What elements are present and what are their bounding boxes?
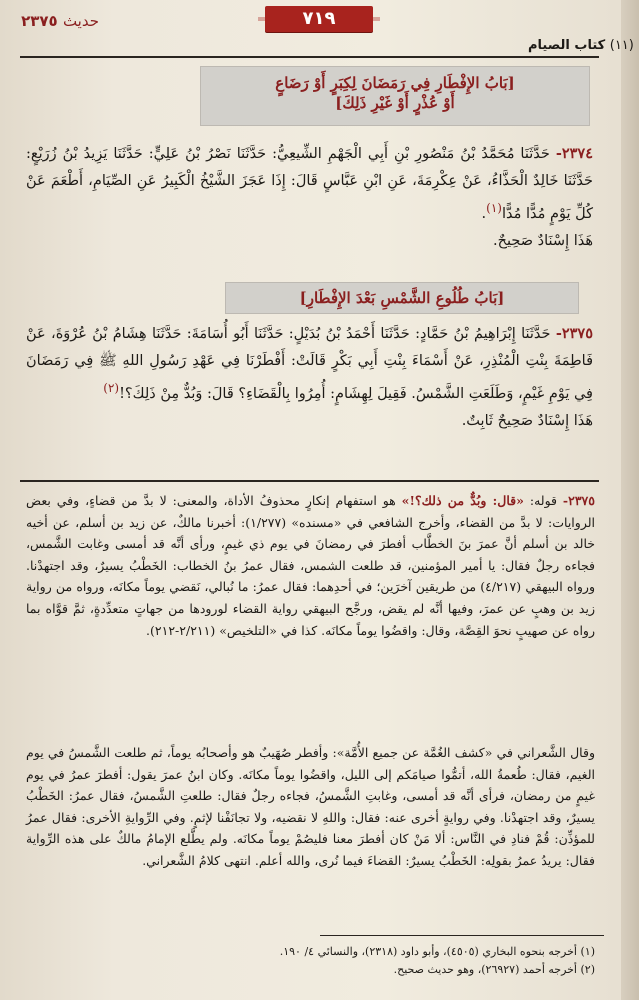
chapter-title: كتاب الصيام — [528, 38, 606, 53]
footnote-ref: (١) — [486, 201, 502, 215]
book-spine — [621, 0, 639, 1000]
commentary-paragraph-1 — [26, 490, 595, 641]
hadith-number: ٢٣٧٤- — [555, 145, 593, 162]
hadith-2374: ٢٣٧٤- حَدَّثَنَا مُحَمَّدُ بْنُ مَنْصُورِ بْنِ أَبِي الْجَهْمِ الشِّيعِيُّ: حَدَّثَنَا نَصْرُ بْنُ عَلِيٍّ: حَدَّثَنَا يَزِيدُ بْنُ زُرَيْعٍ: حَدَّثَنَا خَالِدٌ الْحَذَّاءُ، عَنْ عِكْرِمَةَ، عَنِ ابْنِ عَبَّاسٍ قَالَ: إِذَا عَجَزَ الشَّيْخُ الْكَبِيرُ عَنِ الصِّيَامِ، أَطْعَمَ عَنْ كُلِّ يَوْمٍ مُدًّا مُدًّا$^{(١)}$. هَذَا إِسْنَادٌ صَحِيحٌ. — [26, 140, 593, 255]
commentary-rule — [20, 480, 599, 482]
commentary-quote: «قال: وبُدٌّ من ذلك؟!» — [401, 493, 524, 508]
hadith-label: حديث — [62, 12, 99, 30]
hadith-text: حَدَّثَنَا إِبْرَاهِيمُ بْنُ حَمَّادٍ: حَدَّثَنَا أَحْمَدُ بْنُ بُدَيْلٍ: حَدَّثَنَا أَبُو أُسَامَةَ: حَدَّثَنَا هِشَامُ بْنُ عُرْوَةَ، عَنْ فَاطِمَةَ بِنْتِ الْمُنْذِرِ، عَنْ أَسْمَاءَ بِنْتِ أَبِي بَكْرٍ قَالَتْ: أَفْطَرْنَا فِي عَهْدِ رَسُولِ اللهِ ﷺ فِي رَمَضَانَ فِي يَوْمِ غَيْمٍ، وَطَلَعَتِ الشَّمْسُ. فَقِيلَ لِهِشَامٍ: أُمِرُوا بِالْقَضَاءِ؟ قَالَ: وَبُدٌّ مِنْ ذَلِكَ؟! — [26, 326, 593, 402]
page-number: ٧١٩ — [265, 6, 373, 32]
commentary-text: هو استفهام إنكارٍ محذوفُ الأداة، والمعنى: لا بدَّ من قضاءٍ، وفي بعض الروايات: لا بدَّ من القضاء، وأخرج الشافعي في «مسنده» (١/٢٧٧): أخبرنا مالكٌ، عن زيد بن أسلم، عن أخيه خالد بن أسلم أنَّ عمرَ بنَ الخطَّاب أفطرَ في رمضانَ في يوم ذي غيمٍ، ورأى أنَّه قد أمسى وغابت الشَّمس، فجاءه رجلٌ فقال: يا أمير المؤمنين، قد طلعت الشمس، فقال عمرُ بنُ الخطاب: الخَطْبُ يسيرٌ، وقد اجتهدْنا. ورواه البيهقي (٤/٢١٧) من طريقين آخرَين؛ في أحدِهما: فقال عمرُ: ما نُبالي، نَقضي يوماً مكانَه، ورواه من رواية زيد بن وهبٍ عن عمرَ، وفيها أنَّه لم يقض، ورجَّح البيهقي رواية القضاء لورودها من جهاتٍ متعدِّدةٍ، ثمَّ قوَّاه بما رواه عن صهيبٍ نحوَ القِصَّة، وقال: واقضُوا يوماً مكانَه. كذا في «التلخيص» (٢/٢١١-٢١٢). — [26, 493, 595, 638]
footnote-rule — [320, 935, 604, 936]
commentary-number: ٢٣٧٥- — [562, 493, 595, 508]
running-header-chapter — [528, 38, 634, 53]
commentary-paragraph-2 — [26, 742, 595, 872]
hadith-text: حَدَّثَنَا مُحَمَّدُ بْنُ مَنْصُورِ بْنِ أَبِي الْجَهْمِ الشِّيعِيُّ: حَدَّثَنَا نَصْرُ بْنُ عَلِيٍّ: حَدَّثَنَا يَزِيدُ بْنُ زُرَيْعٍ: حَدَّثَنَا خَالِدٌ الْحَذَّاءُ، عَنْ عِكْرِمَةَ، عَنِ ابْنِ عَبَّاسٍ قَالَ: إِذَا عَجَزَ الشَّيْخُ الْكَبِيرُ عَنِ الصِّيَامِ، أَطْعَمَ عَنْ كُلِّ يَوْمٍ مُدًّا مُدًّا — [26, 146, 593, 222]
commentary-text: وقال الشَّعراني في «كشف الغُمَّة عن جميع الأُمَّة»: وأفطر صُهَيبٌ هو وأصحابُه يوماً، ثم طلعت الشَّمسُ في يوم الغيم، فقال: طُعمةُ الله، أتمُّوا صيامَكم إلى الليل، واقضُوا يوماً مكانَه. وكان ابنُ عمرَ يقول: أفطرَ عمرُ في يوم غيمٍ من رمضان، فرأى أنَّه قد أمسى، وغابتِ الشَّمسُ، فجاءه رجلٌ فقال: طلعتِ الشَّمسُ، فقال عمرُ: الخَطْبُ يسيرٌ، وقد اجتهدْنا. وفي روايةٍ أخرى عنه: فقال: واللهِ لا نقضيه، ولا تجانَفْنا لإثمٍ. وفي الرِّوايةِ الأخرى: فقال عمرُ للمؤذِّن: قُمْ فنادِ في النَّاس: ألا مَنْ كان أفطرَ معنا فليصُمْ يوماً مكانَه. ولم يطَّلع الإمامُ مالكٌ على هذه الرِّواية فقال: يريدُ عمرُ بقولِه: الخَطْبُ يسيرٌ: القضاءَ فيما نُرى، والله أعلم. انتهى كلامُ الشَّعراني. — [26, 745, 595, 868]
running-header-hadith — [21, 12, 99, 30]
chapter-number: (١١) — [609, 38, 634, 53]
footnote-1: (١) أخرجه بنحوه البخاري (٤٥٠٥)، وأبو داود (٢٣١٨)، والنسائي ٤/ ١٩٠. — [279, 945, 595, 958]
header-rule — [20, 56, 599, 58]
bab-heading-title: [بَابُ طُلُوعِ الشَّمْسِ بَعْدَ الإِفْطَارِ] — [299, 289, 505, 307]
hadith-2375 — [26, 320, 593, 435]
hadith-grade: هَذَا إِسْنَادٌ صَحِيحٌ ثَابِتٌ. — [461, 412, 593, 429]
bab-heading-line1: [بَابُ الإِفْطَارِ فِي رَمَضَانَ لِكِبَرٍ أَوْ رَضَاعٍ — [275, 74, 515, 92]
bab-heading-tulu-shams — [225, 282, 579, 314]
hadith-number: ٢٣٧٥- — [555, 325, 593, 342]
bab-heading-iftar-kibar — [200, 66, 590, 126]
hadith-range: ٢٣٧٥ — [21, 12, 58, 30]
commentary-lead: قوله: — [523, 493, 563, 508]
footnote-2: (٢) أخرجه أحمد (٢٦٩٢٧)، وهو حديث صحيح. — [393, 963, 595, 976]
footnote-ref: (٢) — [103, 381, 120, 395]
hadith-grade: هَذَا إِسْنَادٌ صَحِيحٌ. — [493, 232, 593, 249]
bab-heading-line2: أَوْ عُذْرٍ أَوْ غَيْرِ ذَلِكَ] — [335, 94, 455, 112]
